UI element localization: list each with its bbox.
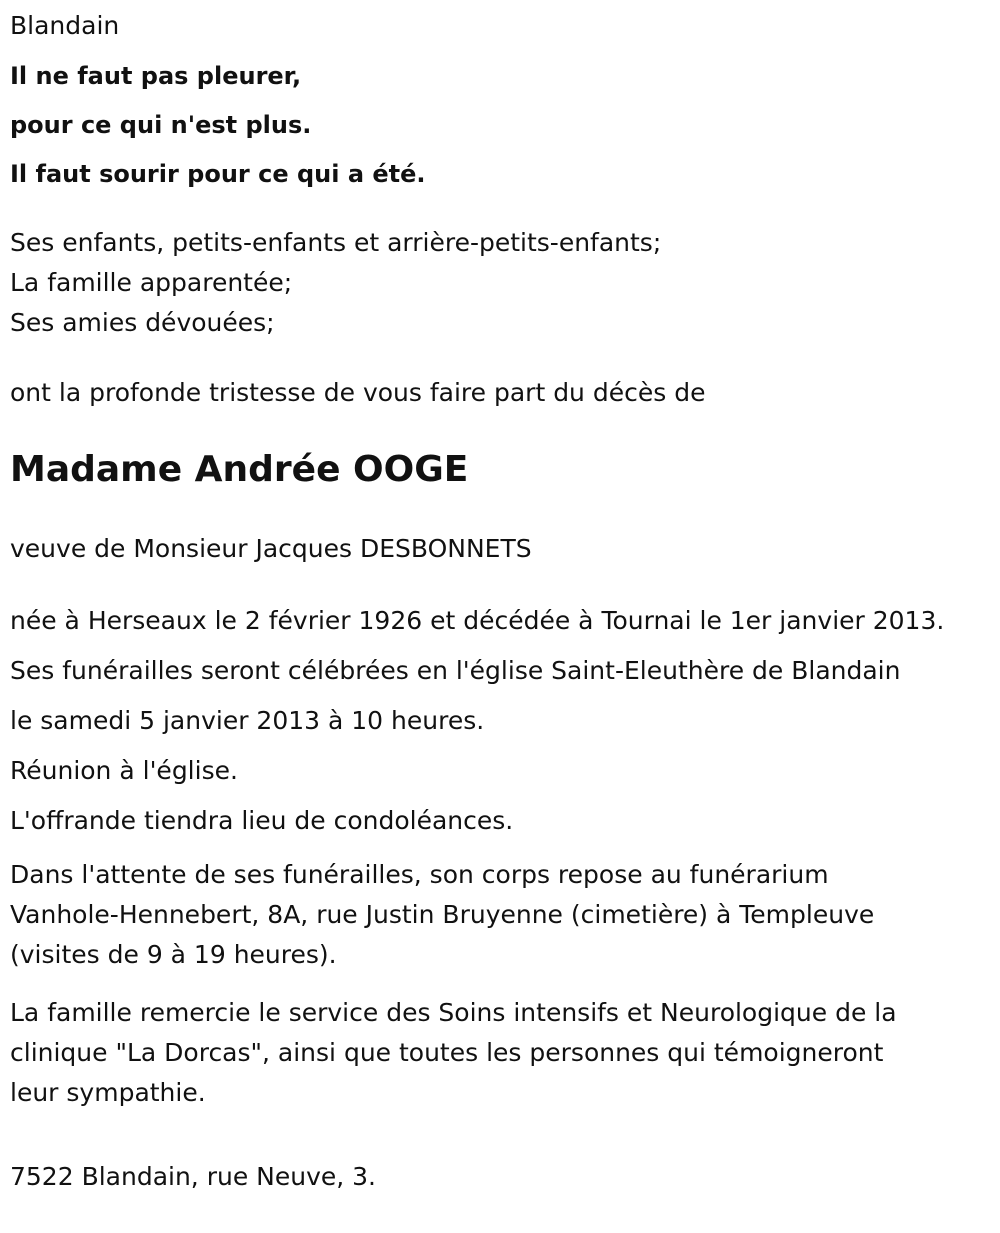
- repose-paragraph: [10, 855, 990, 975]
- thanks-line: clinique "La Dorcas", ainsi que toutes les personnes qui témoigneront: [10, 1038, 884, 1067]
- repose-line: Vanhole-Hennebert, 8A, rue Justin Bruyenne (cimetière) à Templeuve: [10, 900, 875, 929]
- thanks-paragraph: [10, 993, 990, 1113]
- thanks-line: leur sympathie.: [10, 1078, 206, 1107]
- family-line: Ses amies dévouées;: [10, 308, 275, 337]
- family-line: Ses enfants, petits-enfants et arrière-petits-enfants;: [10, 228, 662, 257]
- poem-line: Il faut sourir pour ce qui a été.: [10, 160, 426, 188]
- offering-text: L'offrande tiendra lieu de condoléances.: [10, 806, 514, 835]
- repose-line: (visites de 9 à 19 heures).: [10, 940, 337, 969]
- family-line: La famille apparentée;: [10, 268, 293, 297]
- thanks-line: La famille remercie le service des Soins intensifs et Neurologique de la: [10, 998, 897, 1027]
- funeral-place-text: Ses funérailles seront célébrées en l'église Saint-Eleuthère de Blandain: [10, 656, 901, 685]
- meeting-text: Réunion à l'église.: [10, 756, 238, 785]
- deceased-name: Madame Andrée OOGE: [10, 449, 469, 490]
- announcement-text: ont la profonde tristesse de vous faire part du décès de: [10, 378, 706, 407]
- birth-death-text: née à Herseaux le 2 février 1926 et décédée à Tournai le 1er janvier 2013.: [10, 606, 945, 635]
- funeral-details: [10, 605, 990, 1113]
- repose-line: Dans l'attente de ses funérailles, son corps repose au funérarium: [10, 860, 829, 889]
- poem-line: Il ne faut pas pleurer,: [10, 62, 302, 90]
- widow-of-text: veuve de Monsieur Jacques DESBONNETS: [10, 534, 532, 563]
- family-address: 7522 Blandain, rue Neuve, 3.: [10, 1162, 377, 1191]
- funeral-date-text: le samedi 5 janvier 2013 à 10 heures.: [10, 706, 485, 735]
- location-heading: Blandain: [10, 11, 120, 40]
- family-list: [10, 227, 990, 339]
- poem: [10, 61, 990, 189]
- poem-line: pour ce qui n'est plus.: [10, 111, 312, 139]
